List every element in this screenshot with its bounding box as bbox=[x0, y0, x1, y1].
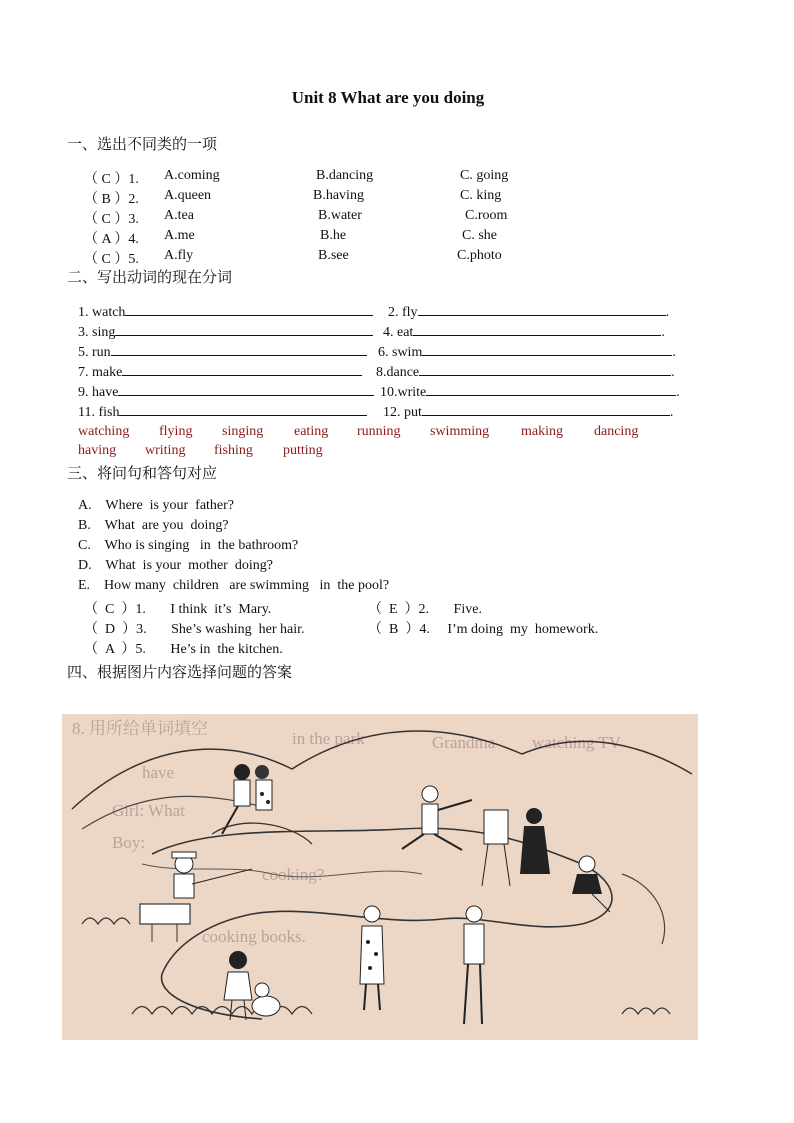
part1-option-a: A.queen bbox=[164, 188, 212, 203]
answer-word: watching bbox=[78, 424, 130, 439]
answer-word: flying bbox=[159, 424, 193, 439]
part1-option-b: B.he bbox=[320, 228, 347, 243]
part1-option-b: B.water bbox=[318, 208, 362, 223]
bleed-text: Grandma bbox=[432, 733, 496, 752]
part1-option-b: B.see bbox=[318, 248, 349, 263]
verb-label: 7. make bbox=[78, 365, 123, 380]
verb-label: 12. put bbox=[383, 405, 422, 420]
part1-option-a: A.fly bbox=[164, 248, 194, 263]
answer-blank[interactable] bbox=[125, 303, 373, 316]
answer-word: swimming bbox=[430, 424, 490, 439]
answer-item: （ A ）5. He’s in the kitchen. bbox=[84, 642, 283, 657]
answer-word: making bbox=[521, 424, 563, 439]
answer-blank[interactable] bbox=[115, 323, 373, 336]
answer-word: eating bbox=[294, 424, 329, 439]
bleed-text: 8. 用所给单词填空 bbox=[72, 719, 208, 738]
answer-word: fishing bbox=[214, 443, 253, 458]
answer-word: writing bbox=[145, 443, 186, 458]
part1-option-c: C. king bbox=[460, 188, 502, 203]
park-illustration bbox=[62, 714, 698, 1040]
part1-option-c: C.photo bbox=[457, 248, 502, 263]
answer-word: dancing bbox=[594, 424, 639, 439]
bleed-text: Girl: What bbox=[112, 801, 185, 820]
bleed-text: cooking books. bbox=[202, 927, 306, 946]
answer-blank[interactable] bbox=[422, 403, 670, 416]
question-item: D. What is your mother doing? bbox=[78, 558, 273, 573]
verb-label: 4. eat bbox=[383, 325, 414, 340]
bleed-text: cooking? bbox=[262, 865, 325, 884]
answer-blank[interactable] bbox=[422, 343, 672, 356]
part1-option-a: A.tea bbox=[164, 208, 194, 223]
part1-number: （ C ）5. bbox=[84, 252, 139, 267]
verb-label: 8.dance bbox=[376, 365, 420, 380]
bleed-text: watching TV bbox=[532, 733, 621, 752]
question-item: E. How many children are swimming in the pool? bbox=[78, 578, 390, 593]
verb-label: 2. fly bbox=[388, 305, 418, 320]
verb-label: 10.write bbox=[380, 385, 427, 400]
part1-number: （ A ）4. bbox=[84, 232, 139, 247]
question-item: C. Who is singing in the bathroom? bbox=[78, 538, 299, 553]
bleed-text: Boy: bbox=[112, 833, 146, 852]
park-scene-drawing bbox=[62, 714, 698, 1040]
verb-label: 9. have bbox=[78, 385, 119, 400]
question-item: A. Where is your father? bbox=[78, 498, 235, 513]
part1-option-c: C. she bbox=[462, 228, 497, 243]
answer-item: （ C ）1. I think it’s Mary. bbox=[84, 602, 272, 617]
part1-number: （ C ）1. bbox=[84, 172, 139, 187]
page-title: Unit 8 What are you doing bbox=[291, 88, 485, 107]
part1-number: （ C ）3. bbox=[84, 212, 139, 227]
answer-item: （ B ）4. I’m doing my homework. bbox=[368, 622, 599, 637]
part1-option-a: A.me bbox=[164, 228, 195, 243]
answer-item: （ E ）2. Five. bbox=[368, 602, 482, 617]
answer-blank[interactable] bbox=[118, 383, 374, 396]
part1-option-c: C.room bbox=[465, 208, 508, 223]
part1-option-b: B.dancing bbox=[316, 168, 374, 183]
bleed-text: in the park bbox=[292, 729, 365, 748]
bleed-text: have bbox=[142, 763, 175, 782]
answer-word: having bbox=[78, 443, 117, 458]
answer-blank[interactable] bbox=[418, 303, 666, 316]
section-heading-4: 四、根据图片内容选择问题的答案 bbox=[67, 663, 293, 681]
verb-label: 6. swim bbox=[378, 345, 423, 360]
answer-blank[interactable] bbox=[419, 363, 671, 376]
part1-option-c: C. going bbox=[460, 168, 509, 183]
answer-blank[interactable] bbox=[122, 363, 362, 376]
verb-label: 1. watch bbox=[78, 305, 126, 320]
part1-option-a: A.coming bbox=[164, 168, 220, 183]
answer-blank[interactable] bbox=[426, 383, 676, 396]
answer-word: singing bbox=[222, 424, 264, 439]
section-heading-2: 二、写出动词的现在分词 bbox=[67, 268, 233, 286]
part1-option-b: B.having bbox=[313, 188, 364, 203]
answer-word: putting bbox=[283, 443, 323, 458]
answer-word: running bbox=[357, 424, 401, 439]
answer-blank[interactable] bbox=[413, 323, 661, 336]
section-heading-1: 一、选出不同类的一项 bbox=[67, 135, 218, 153]
part1-number: （ B ）2. bbox=[84, 192, 139, 207]
section-heading-3: 三、将问句和答句对应 bbox=[67, 464, 218, 482]
answer-item: （ D ）3. She’s washing her hair. bbox=[84, 622, 305, 637]
answer-blank[interactable] bbox=[119, 403, 367, 416]
answer-blank[interactable] bbox=[111, 343, 367, 356]
question-item: B. What are you doing? bbox=[78, 518, 229, 533]
verb-label: 11. fish bbox=[78, 405, 120, 420]
verb-label: 5. run bbox=[78, 345, 111, 360]
verb-label: 3. sing bbox=[78, 325, 116, 340]
